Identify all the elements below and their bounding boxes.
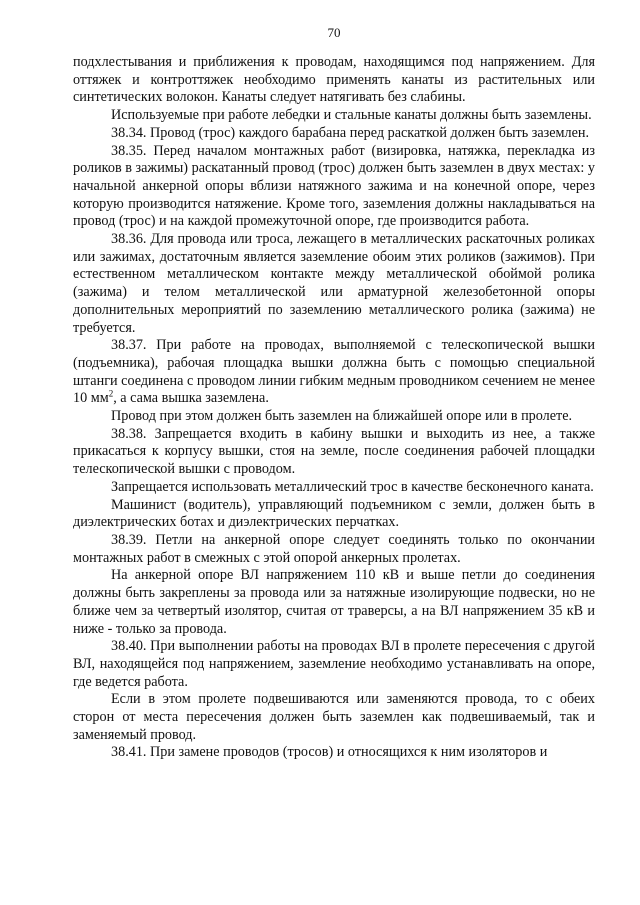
square-superscript: 2 (108, 388, 114, 399)
paragraph-38-38: 38.38. Запрещается входить в кабину вышки и выходить из нее, а также прикасаться к корпусу вышки, стоя на земле, после соединения рабочей площадки телескопической вышки с проводом. (73, 425, 595, 478)
paragraph-grounding-nearest-support: Провод при этом должен быть заземлен на ближайшей опоре или в пролете. (111, 408, 573, 425)
paragraph-38-40: 38.40. При выполнении работы на проводах ВЛ в пролете пересечения с другой ВЛ, находящейся под напряжением, заземление необходимо устанавливать на опоре, где ведется работа. (73, 638, 595, 690)
paragraph-38-35: 38.35. Перед началом монтажных работ (визировка, натяжка, перекладка из роликов в зажимы) раскатанный провод (трос) должен быть заземлен в двух местах: у начальной анкерной опоры вблизи натяжного зажима и на конечной опоре, через которую производится натяжение. Кроме того, заземления должны накладываться на провод (трос) и на каждой промежуточной опоре, где производится работа. (73, 142, 595, 230)
paragraph-38-41: 38.41. При замене проводов (тросов) и относящихся к ним изоляторов и (111, 744, 548, 761)
document-page (73, 26, 595, 896)
paragraph-38-37-ending-text: , а сама вышка заземлена. (113, 390, 269, 407)
paragraph-driver-dielectric-equipment: Машинист (водитель), управляющий подъемником с земли, должен быть в диэлектрических ботах и диэлектрических перчатках. (73, 496, 595, 531)
page-number: 70 (327, 26, 341, 40)
paragraph-38-39: 38.39. Петли на анкерной опоре следует соединять только по окончании монтажных работ в смежных с этой опорой анкерных пролетах. (73, 531, 595, 566)
paragraph-winch-grounding: Используемые при работе лебедки и стальные канаты должны быть заземлены. (111, 107, 592, 124)
paragraph-38-34: 38.34. Провод (трос) каждого барабана перед раскаткой должен быть заземлен. (111, 124, 590, 141)
paragraph-anchor-support-loops: На анкерной опоре ВЛ напряжением 110 кВ и выше петли до соединения должны быть закреплены за провода или за натяжные изолирующие подвески, но не ближе чем за четвертый изолятор, считая от траверсы, а на ВЛ напряжением 35 кВ и ниже - только за провода. (73, 567, 595, 637)
paragraph-crossing-span-grounding: Если в этом пролете подвешиваются или заменяются провода, то с обеих сторон от места пересечения должен быть заземлен как подвешиваемый, так и заменяемый провод. (73, 691, 595, 743)
paragraph-continuation: подхлестывания и приближения к проводам, находящимся под напряжением. Для оттяжек и контроттяжек необходимо применять канаты из растительных или синтетических волокон. Канаты следует натягивать без слабины. (73, 54, 595, 106)
paragraph-38-37-main-text: 38.37. При работе на проводах, выполняемой с телескопической вышки (подъемника), рабочая площадка вышки должна быть с помощью специальной штанги соединена с проводом линии гибким медным проводником сечением не менее 10 мм (73, 337, 595, 407)
paragraph-38-36: 38.36. Для провода или троса, лежащего в металлических раскаточных роликах или зажимах, достаточным является заземление обоим этих роликов (зажимов). При естественном металлическом контакте между металлической обоймой ролика (зажима) и телом металлической или арматурной железобетонной опоры дополнительных мероприятий по заземлению металлического ролика (зажима) не требуется. (73, 231, 595, 336)
paragraph-metal-rope-prohibited: Запрещается использовать металлический трос в качестве бесконечного каната. (111, 478, 594, 495)
document-body (73, 54, 595, 762)
paragraph-38-37 (73, 337, 595, 408)
